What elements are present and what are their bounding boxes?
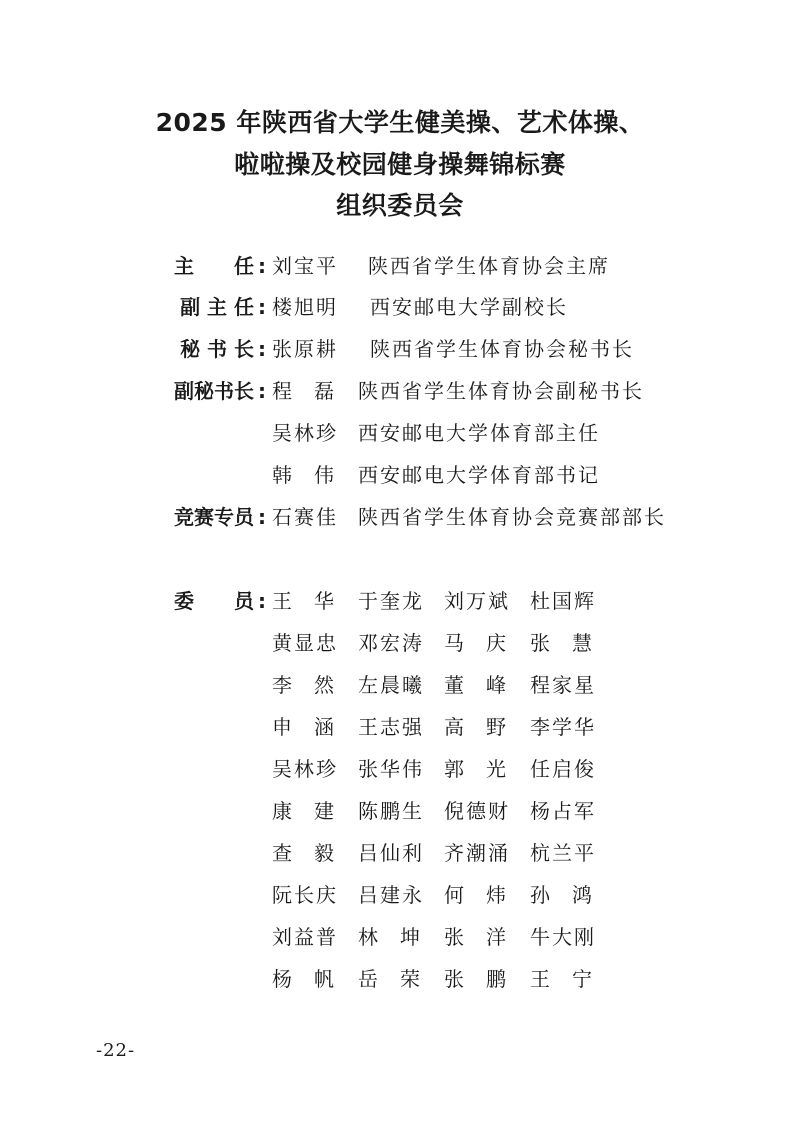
member-name: 齐潮涌 [444,841,510,865]
member-name: 刘益普 [272,925,338,949]
member-name: 张鹏 [444,967,528,991]
member-name: 刘万斌 [444,589,510,613]
officer-title: 西安邮电大学体育部主任 [358,421,600,445]
member-name: 吴林珍 [272,757,338,781]
member-name: 岳荣 [358,967,442,991]
officer-name: 刘宝平 [272,254,338,278]
member-name: 申涵 [272,715,356,739]
member-name: 倪德财 [444,799,510,823]
officer-title: 西安邮电大学副校长 [370,295,568,319]
officer-name: 韩伟 [272,463,356,487]
officer-name: 楼旭明 [272,295,338,319]
member-name: 吕建永 [358,883,424,907]
member-name: 杨帆 [272,967,356,991]
member-name: 杭兰平 [530,841,596,865]
member-name: 康建 [272,799,356,823]
member-name: 王志强 [358,715,424,739]
officer-title: 陕西省学生体育协会主席 [368,254,610,278]
document-title-line-1: 2025 年陕西省大学生健美操、艺术体操、 [155,108,645,137]
role-colon: : [258,589,266,613]
member-name: 邓宏涛 [358,631,424,655]
page-number: -22- [96,1040,136,1061]
officer-title: 陕西省学生体育协会副秘书长 [358,379,644,403]
officer-name: 张原耕 [272,337,338,361]
member-name: 王华 [272,589,356,613]
member-name: 杜国辉 [530,589,596,613]
member-name: 于奎龙 [358,589,424,613]
officer-title: 陕西省学生体育协会秘书长 [370,337,634,361]
member-name: 黄显忠 [272,631,338,655]
role-label-competition-officer: 竞赛专员 [174,505,254,529]
member-name: 张洋 [444,925,528,949]
member-name: 张华伟 [358,757,424,781]
member-name: 查毅 [272,841,356,865]
member-name: 陈鹏生 [358,799,424,823]
member-name: 牛大刚 [530,925,596,949]
member-name: 何炜 [444,883,528,907]
member-name: 孙鸿 [530,883,614,907]
officer-title: 西安邮电大学体育部书记 [358,463,600,487]
role-label-members: 委 员 [174,589,254,613]
role-colon: : [258,337,266,361]
document-title-line-2: 啦啦操及校园健身操舞锦标赛 [234,150,566,179]
member-name: 马庆 [444,631,528,655]
role-label-secretary-general: 秘 书 长 [180,337,254,361]
member-name: 林坤 [358,925,442,949]
officer-name: 程磊 [272,379,356,403]
role-label-deputy-director: 副 主 任 [180,295,254,319]
member-name: 程家星 [530,673,596,697]
document-title-line-3: 组织委员会 [336,191,464,220]
member-name: 郭光 [444,757,528,781]
member-name: 李学华 [530,715,596,739]
role-colon: : [258,295,266,319]
member-name: 阮长庆 [272,883,338,907]
member-name: 高野 [444,715,528,739]
member-name: 杨占军 [530,799,596,823]
role-colon: : [258,505,266,529]
member-name: 吕仙利 [358,841,424,865]
member-name: 董峰 [444,673,528,697]
role-label-deputy-secretary-general: 副秘书长 [174,379,254,403]
role-colon: : [258,379,266,403]
member-name: 任启俊 [530,757,596,781]
member-name: 左晨曦 [358,673,424,697]
officer-name: 石赛佳 [272,505,338,529]
member-name: 张慧 [530,631,614,655]
member-name: 李然 [272,673,356,697]
role-label-director: 主 任 [174,254,254,278]
member-name: 王宁 [530,967,614,991]
role-colon: : [258,254,266,278]
officer-title: 陕西省学生体育协会竞赛部部长 [358,505,666,529]
officer-name: 吴林珍 [272,421,338,445]
